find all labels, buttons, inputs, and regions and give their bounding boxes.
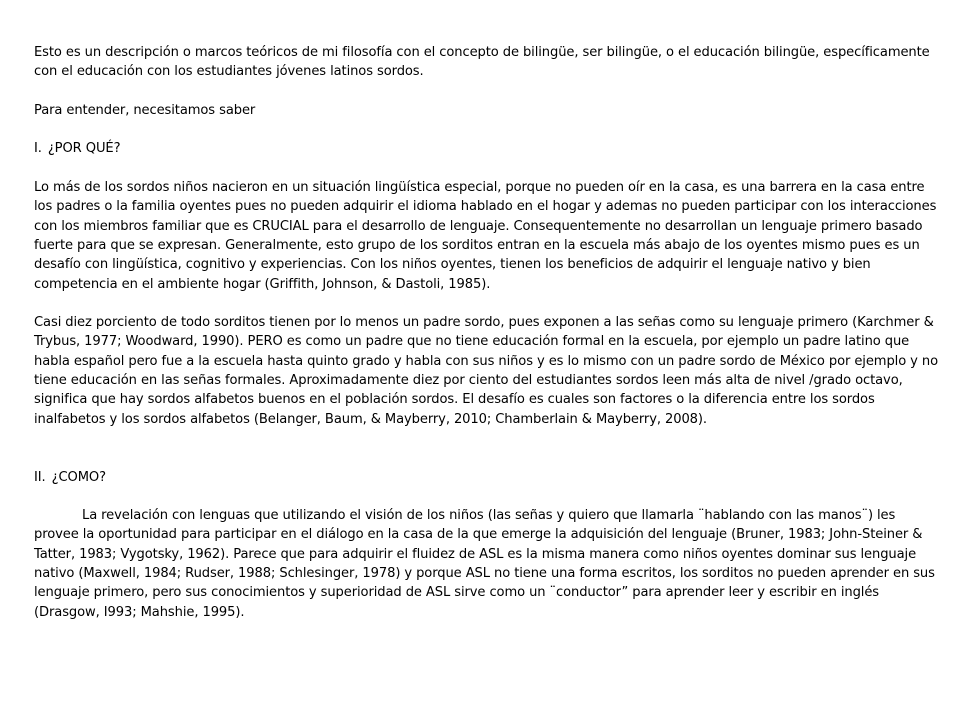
- spacer: [34, 448, 940, 467]
- section-1-paragraph-2: Casi diez porciento de todo sorditos tienen por lo menos un padre sordo, pues exponen a las señas como su lenguaje primero (Karchmer & Trybus, 1977; Woodward, 1990). PERO es como un padre que no tiene educación formal en la escuela, por ejemplo un padre latino que habla español pero fue a la escuela hasta quinto grado y habla con sus niños y es lo mismo con un padre sordo de México por ejemplo y no tiene educación en las señas formales. Aproximadamente diez por ciento del estudiantes sordos leen más alta de nivel /grado octavo, significa que hay sordos alfabetos buenos en el población sordos. El desafío es cuales son factores o la diferencia entre los sordos inalfabetos y los sordos alfabetos (Belanger, Baum, & Mayberry, 2010; Chamberlain & Mayberry, 2008).: [34, 315, 938, 427]
- section-1-number: I.: [34, 141, 42, 157]
- section-2-paragraph-1: La revelación con lenguas que utilizando el visión de los niños (las señas y quiero que llamarla ¨hablando con las manos¨) les provee la oportunidad para participar en el diálogo en la casa de la que emerge la adquisición del lenguaje (Bruner, 1983; John-Steiner & Tatter, 1983; Vygotsky, 1962). Parece que para adquirir el fluidez de ASL es la misma manera como niños oyentes dominar sus lenguaje nativo (Maxwell, 1984; Rudser, 1988; Schlesinger, 1978) y porque ASL no tiene una forma escritos, los sorditos no pueden aprender en sus lenguaje primero, pero sus conocimientos y superioridad de ASL sirve como un ¨conductor” para aprender leer y escribir en inglés (Drasgow, I993; Mahshie, 1995).: [34, 508, 935, 620]
- lead-text: Para entender, necesitamos saber: [34, 102, 256, 118]
- spacer: [34, 120, 940, 139]
- spacer: [34, 487, 940, 506]
- text-body: [34, 43, 940, 622]
- section-2-number: II.: [34, 469, 46, 485]
- section-2-heading: [34, 468, 940, 487]
- intro-paragraph: Esto es un descripción o marcos teóricos de mi filosofía con el concepto de bilingüe, ser bilingüe, o el educación bilingüe, específicamente con el educación con los estudiantes jóvenes latinos sordos.: [34, 45, 930, 80]
- spacer: [34, 159, 940, 178]
- spacer: [34, 429, 940, 448]
- spacer: [34, 82, 940, 101]
- section-1-heading: [34, 139, 940, 158]
- section-1-title: ¿POR QUÉ?: [47, 141, 121, 157]
- section-2-title: ¿COMO?: [51, 469, 106, 485]
- spacer: [34, 294, 940, 313]
- section-1-paragraph-1: Lo más de los sordos niños nacieron en un situación lingüística especial, porque no pueden oír en la casa, es una barrera en la casa entre los padres o la familia oyentes pues no pueden adquirir el idioma hablado en el hogar y ademas no pueden participar con los interacciones con los miembros familiar que es CRUCIAL para el desarrollo de lenguaje. Consequentemente no desarrollan un lenguaje primero basado fuerte para que se expresan. Generalmente, esto grupo de los sorditos entran en la escuela más abajo de los oyentes mismo pues es un desafío con lingüística, cognitivo y experiencias. Con los niños oyentes, tienen los beneficios de adquirir el lenguaje nativo y bien competencia en el ambiente hogar (Griffith, Johnson, & Dastoli, 1985).: [34, 180, 937, 292]
